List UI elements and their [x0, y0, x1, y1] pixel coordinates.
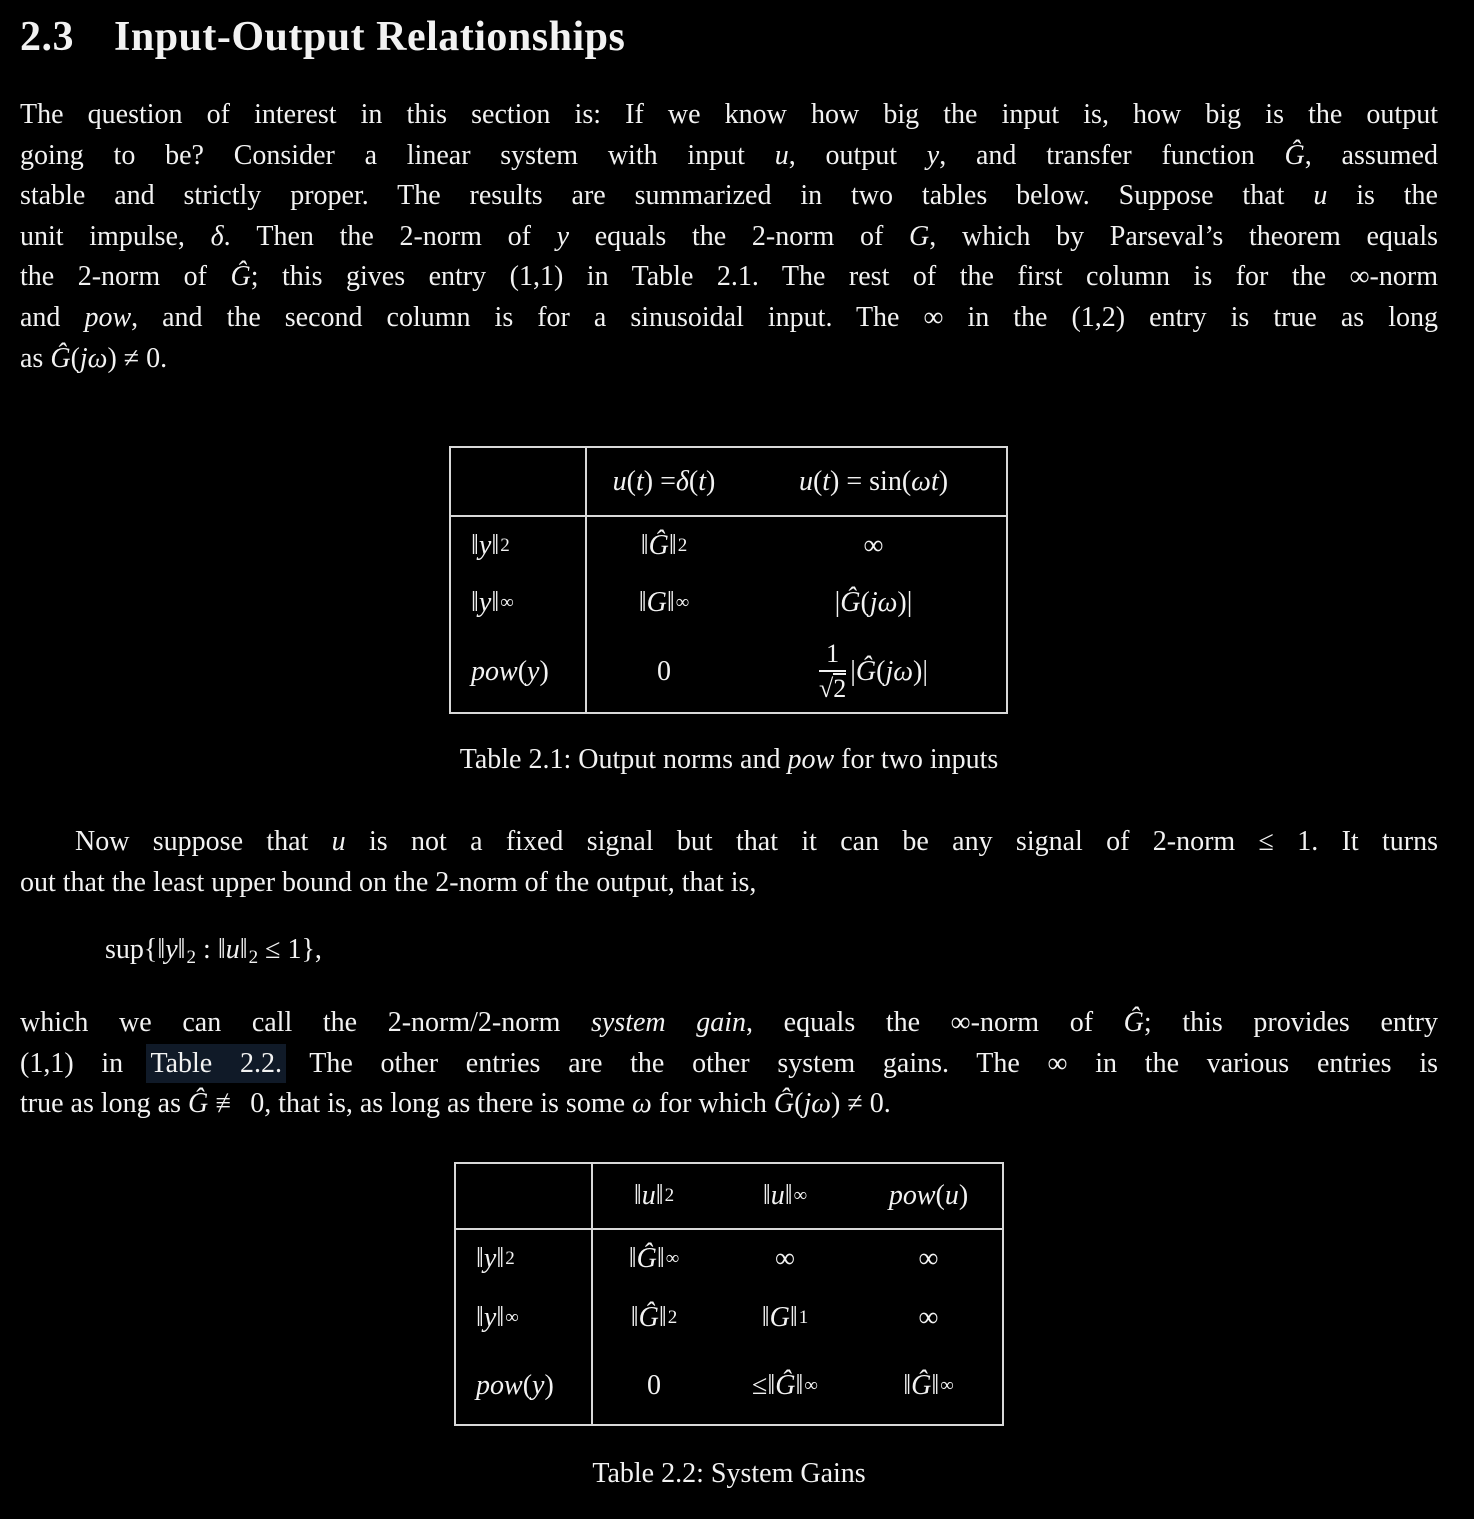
text-segment: Ĝ: [775, 1370, 796, 1401]
text-segment: ) ≠ 0.: [107, 342, 168, 374]
text-segment: pow: [888, 1180, 936, 1211]
value-cell: [855, 1288, 1002, 1348]
text-segment: system gain: [590, 1007, 747, 1038]
text-segment: u: [225, 934, 240, 965]
text-segment: (: [688, 465, 699, 497]
table-2-2: [454, 1162, 1004, 1426]
text-segment: ‖: [638, 586, 647, 618]
text-segment: (: [876, 655, 886, 687]
text-segment: sup{: [105, 934, 158, 965]
text-segment: Ĝ: [187, 1088, 209, 1120]
text-segment: Table 2.1: Output norms and: [459, 744, 788, 775]
text-segment: unit impulse,: [20, 220, 211, 252]
text-segment: |: [850, 655, 856, 687]
text-segment: )|: [897, 586, 913, 618]
text-segment: (1,1) in: [20, 1047, 151, 1079]
text-segment: ‖: [789, 1302, 798, 1333]
value-cell: [855, 1348, 1002, 1424]
paragraph-2: [20, 822, 1438, 903]
text-segment: G: [646, 586, 667, 618]
text-segment: ∞: [940, 1375, 954, 1396]
text-segment: the 2-norm of: [20, 261, 231, 293]
text-segment: Ĝ: [638, 1302, 659, 1333]
text-segment: 0: [647, 1370, 661, 1401]
text-segment: (: [860, 586, 870, 618]
text-segment: ‖: [640, 529, 649, 561]
text-segment: ‖: [784, 1180, 793, 1211]
text-segment: jω: [885, 655, 914, 687]
text-segment: Table 2.2: System Gains: [592, 1458, 866, 1489]
fraction-denominator: [819, 673, 846, 704]
text-segment: ‖: [668, 529, 677, 561]
text-segment: ∞: [863, 529, 884, 561]
text-segment: Ĝ: [855, 655, 877, 687]
text-segment: u: [798, 465, 813, 497]
text-segment: |: [834, 586, 841, 618]
text-segment: y: [478, 529, 492, 561]
text-segment: ) ≠ 0.: [831, 1088, 891, 1120]
value-cell: [741, 631, 1006, 712]
text-segment: ‖: [471, 529, 479, 561]
text-segment: 2: [667, 1307, 678, 1328]
text-segment: ∞: [775, 1243, 795, 1274]
text-segment: y: [532, 1370, 545, 1401]
text-segment: y: [478, 586, 492, 618]
text-segment: pow: [476, 1370, 523, 1401]
text-segment: pow: [84, 301, 132, 333]
text-segment: ‖: [633, 1180, 642, 1211]
text-segment: is not a fixed signal but that it can be any signal of 2-norm ≤ 1. It turns: [345, 826, 1438, 857]
text-segment: ‖: [628, 1243, 637, 1274]
text-segment: for two inputs: [834, 744, 999, 775]
text-segment: ‖: [491, 586, 500, 618]
text-line: [20, 1044, 1438, 1085]
text-segment: ‖: [177, 934, 186, 965]
header-cell: [741, 448, 1006, 517]
text-line: [20, 1003, 1438, 1044]
value-cell: [715, 1288, 855, 1348]
text-segment: )|: [913, 655, 928, 687]
text-segment: pow: [471, 655, 518, 687]
text-segment: ≤: [752, 1370, 768, 1401]
text-segment: u: [612, 465, 627, 497]
fraction-coefficient: [850, 656, 928, 688]
text-segment: ∞: [500, 591, 514, 613]
text-segment: ‖: [630, 1302, 639, 1333]
text-segment: 1: [798, 1307, 809, 1328]
text-segment: pow: [787, 744, 835, 775]
text-segment: ‖: [496, 1302, 505, 1333]
text-segment: ‖: [656, 1243, 665, 1274]
text-segment: ‖: [239, 934, 248, 965]
row-label-cell: [451, 631, 587, 712]
text-segment: δ: [210, 220, 224, 252]
text-line: [20, 136, 1438, 177]
text-line: [20, 298, 1438, 339]
text-segment: ‖: [931, 1370, 940, 1401]
value-cell: [587, 631, 741, 712]
text-segment: ∞: [918, 1243, 939, 1274]
text-segment: (: [626, 465, 636, 497]
text-segment: Ĝ: [636, 1243, 657, 1274]
text-segment: (: [517, 655, 528, 687]
text-segment: going to be? Consider a linear system with input: [20, 139, 775, 171]
value-cell: [855, 1230, 1002, 1288]
text-segment: , equals the ∞-norm of: [746, 1007, 1124, 1038]
text-segment: y: [165, 934, 178, 965]
text-segment: ‖: [476, 1302, 484, 1333]
text-segment: jω: [869, 586, 898, 618]
text-segment: t: [822, 465, 831, 497]
text-segment: ‖: [795, 1370, 804, 1401]
header-cell: [715, 1164, 855, 1230]
text-segment: u: [774, 139, 789, 171]
text-segment: jω: [803, 1088, 832, 1120]
text-segment: 2: [500, 534, 510, 556]
text-segment: ωt: [911, 465, 939, 497]
empty-header-cell: [451, 448, 587, 517]
text-segment: ): [938, 465, 949, 497]
text-segment: ‖: [491, 529, 500, 561]
text-segment: y: [527, 655, 540, 687]
text-segment: t: [635, 465, 644, 497]
text-segment: Now suppose that: [75, 826, 332, 857]
text-segment: 0: [657, 655, 671, 687]
text-segment: ) = sin(: [830, 465, 912, 497]
text-segment: ≢ 0, that is, as long as there is some: [208, 1088, 633, 1120]
text-segment: ω: [632, 1088, 652, 1120]
fraction-numerator: [826, 640, 839, 669]
row-label-cell: [456, 1230, 593, 1288]
text-line: [20, 176, 1438, 217]
text-segment: ‖: [655, 1180, 664, 1211]
text-segment: ‖: [762, 1180, 771, 1211]
row-label-cell: [451, 574, 587, 631]
equation: [105, 934, 322, 969]
header-cell: [593, 1164, 715, 1230]
text-segment: y: [483, 1243, 497, 1274]
text-segment: (: [812, 465, 823, 497]
table-2-1: [449, 446, 1008, 714]
fraction: [819, 640, 846, 703]
text-segment: Ĝ: [230, 261, 251, 293]
text-segment: Ĝ: [50, 342, 71, 374]
text-line: [20, 95, 1438, 136]
text-segment: , assumed: [1304, 139, 1438, 171]
value-cell: [741, 574, 1006, 631]
text-segment: for which: [651, 1088, 774, 1120]
text-segment: Ĝ: [840, 586, 861, 618]
text-segment: , which by Parseval’s theorem equals: [929, 220, 1438, 252]
text-segment: equals the 2-norm of: [569, 220, 910, 252]
text-segment: ): [958, 1180, 969, 1211]
text-segment: stable and strictly proper. The results are summarized in two tables below. Suppose that: [20, 180, 1314, 212]
text-segment: (: [935, 1180, 945, 1211]
text-segment: ‖: [476, 1243, 484, 1274]
text-segment: ): [539, 655, 549, 687]
value-cell: [741, 517, 1006, 574]
text-segment: which we can call the 2-norm/2-norm: [20, 1007, 591, 1038]
text-segment: ) =: [643, 465, 676, 497]
value-cell: [715, 1348, 855, 1424]
value-cell: [593, 1348, 715, 1424]
text-segment: as: [20, 342, 51, 374]
text-segment: ‖: [903, 1370, 912, 1401]
text-line: [20, 257, 1438, 298]
text-segment: ‖: [658, 1302, 667, 1333]
text-segment: ‖: [471, 586, 479, 618]
value-cell: [593, 1288, 715, 1348]
text-segment: ‖: [217, 934, 226, 965]
row-label-cell: [456, 1288, 593, 1348]
text-segment: ; this provides entry: [1143, 1007, 1438, 1038]
text-segment: true as long as: [20, 1088, 188, 1120]
text-segment: y: [483, 1302, 497, 1333]
text-segment: δ: [675, 465, 689, 497]
text-segment: The question of interest in this section is: If we know how big the input is, how big is the output: [20, 99, 1438, 130]
value-cell: [587, 574, 741, 631]
text-segment: ‖: [157, 934, 166, 965]
section-heading: [20, 13, 625, 61]
text-segment: Ĝ: [1123, 1007, 1144, 1038]
header-cell: [855, 1164, 1002, 1230]
text-segment: Ĝ: [773, 1088, 795, 1120]
text-line: [20, 217, 1438, 258]
text-segment: ): [706, 465, 716, 497]
text-segment: √: [819, 673, 834, 703]
text-segment: Ĝ: [1284, 139, 1305, 171]
empty-header-cell: [456, 1164, 593, 1230]
text-segment: G: [909, 220, 930, 252]
text-segment: u: [331, 826, 346, 857]
value-cell: [593, 1230, 715, 1288]
value-cell: [587, 517, 741, 574]
text-segment: ≤ 1},: [258, 934, 322, 965]
text-segment: and: [20, 301, 85, 333]
text-segment: u: [944, 1180, 959, 1211]
row-label-cell: [451, 517, 587, 574]
text-segment: 2: [248, 947, 259, 969]
text-segment: The other entries are the other system gains. The ∞ in the various entries is: [281, 1047, 1439, 1079]
fraction-bar: [819, 670, 846, 672]
text-segment: ‖: [666, 586, 675, 618]
text-segment: ‖: [496, 1243, 505, 1274]
table-2-2-link[interactable]: Table 2.2.: [150, 1047, 282, 1079]
text-segment: y: [926, 139, 940, 171]
paragraph-3: [20, 1003, 1438, 1125]
paragraph-1: [20, 95, 1438, 379]
text-segment: t: [698, 465, 707, 497]
text-segment: ∞: [918, 1302, 939, 1333]
text-segment: jω: [79, 342, 108, 374]
text-segment: 2: [186, 947, 197, 969]
text-segment: 2: [833, 673, 847, 703]
row-label-cell: [456, 1348, 593, 1424]
text-segment: (: [794, 1088, 804, 1120]
header-cell: [587, 448, 741, 517]
section-title: Input-Output Relationships: [114, 14, 626, 60]
text-segment: :: [196, 934, 218, 965]
text-segment: u: [1313, 180, 1328, 212]
value-cell: [715, 1230, 855, 1288]
text-segment: is the: [1327, 180, 1438, 212]
text-segment: ∞: [804, 1375, 818, 1396]
text-segment: ∞: [505, 1307, 519, 1328]
text-segment: . Then the 2-norm of: [223, 220, 557, 252]
text-segment: ∞: [793, 1185, 808, 1206]
text-segment: , and transfer function: [939, 139, 1285, 171]
section-number: 2.3: [20, 14, 74, 60]
text-segment: 1: [826, 638, 840, 668]
text-segment: ; this gives entry (1,1) in Table 2.1. The rest of the first column is for the ∞-norm: [250, 261, 1438, 293]
table-2-2-caption: [20, 1458, 1438, 1490]
text-segment: 2: [677, 534, 688, 556]
text-segment: ∞: [665, 1248, 680, 1269]
text-segment: , output: [788, 139, 927, 171]
text-segment: y: [556, 220, 570, 252]
text-segment: , and the second column is for a sinusoidal input. The ∞ in the (1,2) entry is true as long: [131, 301, 1438, 333]
text-segment: 2: [505, 1248, 515, 1269]
text-line: [20, 822, 1438, 863]
text-line: [20, 339, 1438, 380]
text-segment: (: [70, 342, 80, 374]
text-segment: Ĝ: [911, 1370, 932, 1401]
text-segment: ‖: [761, 1302, 770, 1333]
text-segment: ): [544, 1370, 554, 1401]
text-segment: out that the least upper bound on the 2-norm of the output, that is,: [20, 866, 757, 898]
text-segment: ∞: [675, 591, 690, 613]
text-segment: G: [769, 1302, 790, 1333]
text-segment: u: [770, 1180, 785, 1211]
text-segment: ‖: [767, 1370, 776, 1401]
text-line: [20, 1084, 1438, 1125]
table-2-1-caption: [20, 744, 1438, 776]
text-segment: Ĝ: [648, 529, 669, 561]
text-segment: (: [522, 1370, 533, 1401]
text-segment: 2: [664, 1185, 675, 1206]
text-line: [20, 863, 1438, 904]
text-segment: u: [641, 1180, 656, 1211]
